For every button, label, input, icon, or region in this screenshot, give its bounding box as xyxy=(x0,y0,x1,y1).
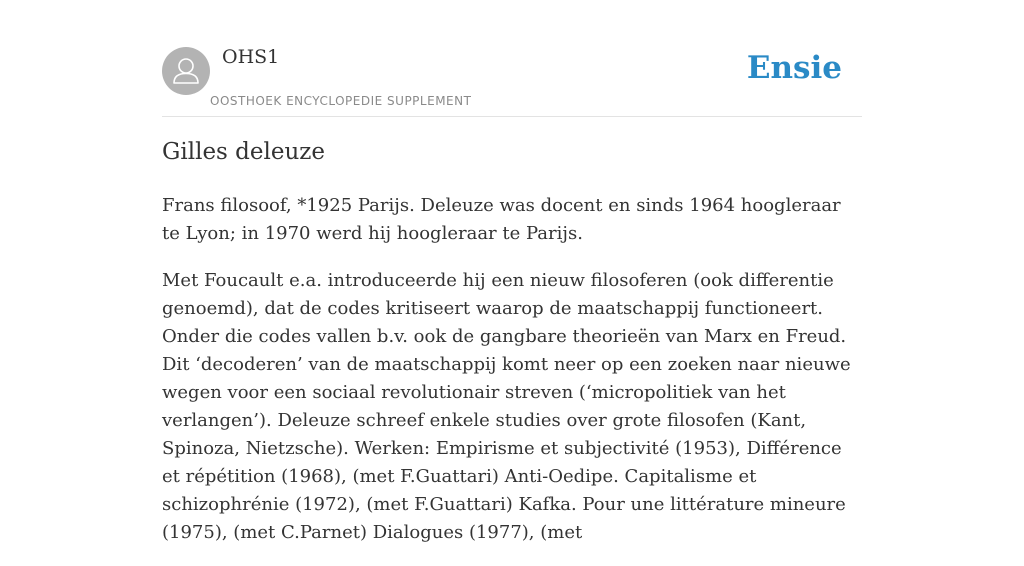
avatar[interactable] xyxy=(162,47,210,95)
article-paragraph: Met Foucault e.a. introduceerde hij een nieuw filosoferen (ook differentie genoemd), dat de codes kritiseert waarop de maatschappij functioneert. Onder die codes vallen b.v. ook de gangbare theorieën van Marx en Freud. Dit ‘decoderen’ van de maatschappij komt neer op een zoeken naar nieuwe wegen voor een sociaal revolutionair streven (‘micropolitiek van het verlangen’). Deleuze schreef enkele studies over grote filosofen (Kant, Spinoza, Nietzsche). Werken: Empirisme et subjectivité (1953), Différence et répétition (1968), (met F.Guattari) Anti-Oedipe. Capitalisme et schizophrénie (1972), (met F.Guattari) Kafka. Pour une littérature mineure (1975), (met C.Parnet) Dialogues (1977), (met xyxy=(162,270,851,543)
article-body xyxy=(162,192,862,566)
source-subtitle: OOSTHOEK ENCYCLOPEDIE SUPPLEMENT xyxy=(210,94,472,108)
article-title: Gilles deleuze xyxy=(162,139,326,165)
ensie-logo[interactable]: Ensie xyxy=(746,50,842,86)
article-paragraph: Frans filosoof, *1925 Parijs. Deleuze was docent en sinds 1964 hoogleraar te Lyon; in 1970 werd hij hoogleraar te Parijs. xyxy=(162,195,841,244)
source-header xyxy=(162,0,862,117)
user-silhouette-icon xyxy=(162,47,210,95)
source-name-link[interactable]: OHS1 xyxy=(222,46,280,68)
